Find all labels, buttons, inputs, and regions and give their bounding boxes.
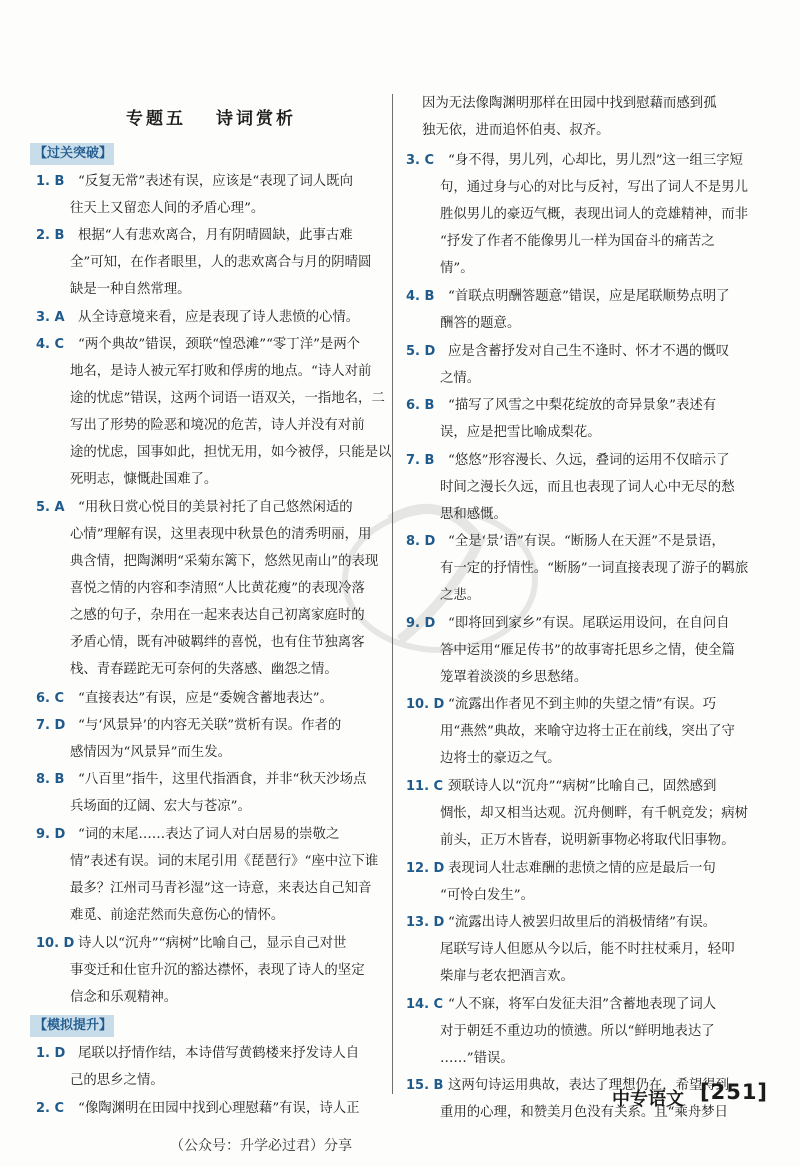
- answer-text-line: 往天上又留恋人间的矛盾心理”。: [70, 201, 265, 216]
- answer-text-line: “身不得，男儿列，心却比，男儿烈”这一组三字短: [448, 153, 743, 169]
- answer-text-line: “全是‘景’语”有误。“断肠人在天涯”不是景语，: [448, 534, 725, 550]
- answer-text-line: 时间之漫长久远，而且也表现了词人心中无尽的愁: [440, 479, 735, 495]
- answer-text-line: 惆怅，却又相当达观。沉舟侧畔，有千帆竞发；病树: [440, 806, 748, 821]
- section-header-mock: 【模拟提升】: [30, 1015, 114, 1037]
- answer-item: [400, 909, 778, 990]
- answer-text-line: “首联点明酬答题意”错误，应是尾联顺势点明了: [448, 289, 730, 305]
- answer-number: 1. D: [36, 1046, 66, 1062]
- answer-number: 8. D: [406, 534, 436, 550]
- answer-item: [30, 685, 392, 712]
- answer-item: [30, 821, 392, 929]
- answer-text-line: 途的忧虑”错误，这两个词语一语双关，一指地名，二: [70, 391, 385, 407]
- answer-number: 6. B: [406, 398, 435, 414]
- answer-item: [30, 331, 392, 493]
- answer-text-line: 应是含蓄抒发对自己生不逢时、怀才不遇的慨叹: [448, 343, 730, 359]
- answer-number: 11. C: [406, 779, 444, 794]
- answer-text-line: “直接表达”有误，应是“委婉含蓄地表达”。: [78, 690, 334, 706]
- answer-text-line: 情”。: [440, 261, 474, 277]
- answer-text-line: 最多？江州司马青衫湿”这一诗意，来表达自己知音: [70, 880, 372, 896]
- answer-text-line: 尾联以抒情作结，本诗借写黄鹤楼来抒发诗人自: [78, 1046, 360, 1062]
- answer-number: 9. D: [406, 615, 436, 631]
- answer-number: 5. A: [36, 500, 65, 516]
- answer-text-line: 从全诗意境来看，应是表现了诗人悲愤的心情。: [78, 310, 360, 325]
- answer-text-line: 重用的心理，和赞美月色没有关系。且“乘舟梦日: [440, 1105, 729, 1121]
- title-part1: 专题五: [126, 109, 186, 129]
- answer-number: 2. C: [36, 1100, 65, 1116]
- answer-number: 5. D: [406, 343, 436, 359]
- answer-text-line: “人不寐，将军白发征夫泪”含蓄地表现了词人: [448, 996, 717, 1012]
- answer-item: [30, 1095, 392, 1122]
- answer-text-line: “流露出作者见不到主帅的失望之情”有误。巧: [448, 697, 717, 713]
- answer-number: 4. C: [36, 337, 65, 353]
- answer-text-line: 对于朝廷不重边功的愤懑。所以“鲜明地表达了: [440, 1023, 715, 1039]
- answer-item: [400, 447, 778, 528]
- answer-item: [30, 494, 392, 683]
- column-divider: [392, 94, 393, 1094]
- answer-text-line: 之情。: [440, 370, 481, 386]
- answer-text-line: 表现词人壮志难酬的悲愤之情的应是最后一句: [448, 860, 716, 876]
- answer-item: [30, 712, 392, 766]
- answer-text-line: ……”错误。: [440, 1050, 514, 1066]
- answer-number: 7. B: [406, 452, 435, 468]
- answer-text-line: 独无依，进而追怀伯夷、叔齐。: [422, 123, 610, 138]
- answer-text-line: 死明志，慷慨赴国难了。: [70, 472, 218, 488]
- answer-item: [30, 304, 392, 331]
- answer-text-line: 边将士的豪迈之气。: [440, 751, 561, 767]
- answer-text-line: 句，通过身与心的对比与反衬，写出了词人不是男儿: [440, 180, 748, 196]
- answer-text-line: 缺是一种自然常理。: [70, 282, 191, 298]
- answer-text-line: “抒发了作者不能像男儿一样为国奋斗的痛苦之: [440, 234, 715, 250]
- answer-item: [400, 855, 778, 909]
- answer-text-line: 笼罩着淡淡的乡思愁绪。: [440, 669, 588, 685]
- answer-number: 7. D: [36, 718, 66, 733]
- answer-text-line: 这两句诗运用典故，表达了理想仍在，希望得到: [448, 1078, 730, 1094]
- answer-number: 3. C: [406, 153, 435, 169]
- answer-item: [400, 528, 778, 609]
- answer-text-line: 胜似男儿的豪迈气概，表现出词人的竞雄精神，而非: [440, 207, 748, 223]
- answer-number: 10. D: [36, 935, 75, 951]
- answer-text-line: “像陶渊明在田园中找到心理慰藉”有误，诗人正: [78, 1100, 360, 1116]
- answer-item: [400, 773, 778, 854]
- answer-item: [30, 766, 392, 820]
- answer-text-line: 根据“人有悲欢离合，月有阴晴圆缺，此事古难: [78, 228, 353, 244]
- answer-text-line: 兵场面的辽阔、宏大与苍凉”。: [70, 799, 251, 815]
- answer-item: [30, 930, 392, 1011]
- continued-paragraph: [400, 90, 778, 144]
- title-part2: 诗词赏析: [216, 109, 296, 129]
- answer-text-line: 难觅、前途茫然而失意伤心的情怀。: [70, 907, 285, 923]
- answer-text-line: “描写了风雪之中梨花绽放的奇异景象”表述有: [448, 398, 717, 414]
- answer-number: 8. B: [36, 772, 65, 788]
- section-header-pass: 【过关突破】: [30, 143, 114, 165]
- answer-item: [400, 147, 778, 282]
- answer-text-line: “可怜白发生”。: [440, 887, 535, 903]
- answer-number: 13. D: [406, 915, 445, 930]
- answer-text-line: 柴扉与老农把酒言欢。: [440, 969, 574, 984]
- answer-text-line: “两个典故”错误，颈联“惶恐滩”“零丁洋”是两个: [78, 337, 361, 353]
- answer-item: [400, 691, 778, 772]
- answer-text-line: 己的思乡之情。: [70, 1073, 164, 1089]
- answer-text-line: 事变迁和仕宦升沉的豁达襟怀，表现了诗人的坚定: [70, 962, 365, 978]
- answer-number: 14. C: [406, 996, 444, 1012]
- answer-text-line: “用秋日赏心悦目的美景衬托了自己悠然闲适的: [78, 500, 353, 516]
- answer-text-line: 矛盾心情，既有冲破羁绊的喜悦，也有住节独离客: [70, 635, 365, 651]
- answer-text-line: “词的末尾……表达了词人对白居易的崇敬之: [78, 826, 340, 842]
- answer-item: [400, 392, 778, 446]
- answer-text-line: 前头，正万木皆春，说明新事物必将取代旧事物。: [440, 833, 735, 848]
- answer-text-line: 地名，是诗人被元军打败和俘虏的地点。“诗人对前: [70, 364, 372, 380]
- answer-text-line: “悠悠”形容漫长、久远，叠词的运用不仅暗示了: [448, 452, 730, 468]
- answer-text-line: 途的忧虑，国事如此，担忧无用，如今被俘，只能是以: [70, 445, 392, 461]
- answer-number: 3. A: [36, 310, 65, 325]
- answer-number: 6. C: [36, 690, 65, 706]
- answer-text-line: 信念和乐观精神。: [70, 989, 178, 1005]
- answer-number: 9. D: [36, 826, 66, 842]
- answer-text-line: 酬答的题意。: [440, 316, 521, 332]
- answer-text-line: 答中运用“雁足传书”的故事寄托思乡之情，使全篇: [440, 642, 735, 658]
- page-title: [30, 104, 392, 129]
- answer-number: 2. B: [36, 228, 65, 244]
- answer-text-line: “与‘风景异’的内容无关联”赏析有误。作者的: [78, 718, 342, 733]
- answer-item: [400, 283, 778, 337]
- answer-text-line: 思和感慨。: [440, 506, 507, 522]
- answer-number: 1. B: [36, 174, 65, 189]
- answer-text-line: 尾联写诗人但愿从今以后，能不时拄杖乘月，轻叩: [440, 942, 735, 957]
- answer-text-line: “八百里”指牛，这里代指酒食，并非“秋天沙场点: [78, 772, 367, 788]
- answer-text-line: 因为无法像陶渊明那样在田园中找到慰藉而感到孤: [422, 96, 717, 111]
- answer-text-line: “反复无常”表述有误，应该是“表现了词人既向: [78, 174, 353, 189]
- answer-text-line: 典含情，把陶渊明“采菊东篱下，悠然见南山”的表现: [70, 554, 379, 570]
- answer-item: [30, 1040, 392, 1094]
- footer-subject: 中专语文: [612, 1089, 684, 1110]
- answer-text-line: 情”表述有误。词的末尾引用《琵琶行》“座中泣下谁: [70, 853, 379, 869]
- answer-text-line: 颈联诗人以“沉舟”“病树”比喻自己，固然感到: [448, 779, 717, 794]
- page-number: [251]: [700, 1080, 769, 1104]
- answer-text-line: 栈、青春蹉跎无可奈何的失落感、幽怨之情。: [70, 662, 338, 678]
- answer-number: 10. D: [406, 697, 445, 713]
- answer-number: 15. B: [406, 1078, 444, 1094]
- answer-text-line: 误，应是把雪比喻成梨花。: [440, 425, 601, 441]
- answer-item: [30, 168, 392, 222]
- answer-text-line: 喜悦之情的内容和李清照“人比黄花瘦”的表现冷落: [70, 581, 365, 597]
- answer-number: 12. D: [406, 860, 445, 876]
- answer-text-line: 写出了形势的险恶和境况的危苦，诗人并没有对前: [70, 418, 365, 434]
- answer-item: [30, 222, 392, 303]
- answer-item: [400, 991, 778, 1072]
- answer-text-line: 诗人以“沉舟”“病树”比喻自己，显示自己对世: [78, 935, 347, 951]
- answer-text-line: 有一定的抒情性。“断肠”一词直接表现了游子的羁旅: [440, 561, 749, 577]
- answer-text-line: “流露出诗人被罢归故里后的消极情绪”有误。: [448, 915, 717, 930]
- answer-text-line: 之感的句子，杂用在一起来表达自己初离家庭时的: [70, 608, 365, 624]
- answer-item: [400, 338, 778, 392]
- answer-item: [400, 610, 778, 691]
- answer-text-line: 心情”理解有误，这里表现中秋景色的清秀明丽，用: [70, 527, 372, 543]
- answer-text-line: 全”可知，在作者眼里，人的悲欢离合与月的阴晴圆: [70, 255, 372, 271]
- answer-number: 4. B: [406, 289, 435, 305]
- share-credit: （公众号：升学必过君）分享: [170, 1138, 352, 1154]
- answer-text-line: “即将回到家乡”有误。尾联运用设问，在自问自: [448, 615, 730, 631]
- answer-text-line: 之悲。: [440, 588, 481, 604]
- answer-text-line: 用“燕然”典故，来喻守边将士正在前线，突出了守: [440, 724, 735, 740]
- answer-text-line: 感情因为“风景异”而生发。: [70, 745, 231, 760]
